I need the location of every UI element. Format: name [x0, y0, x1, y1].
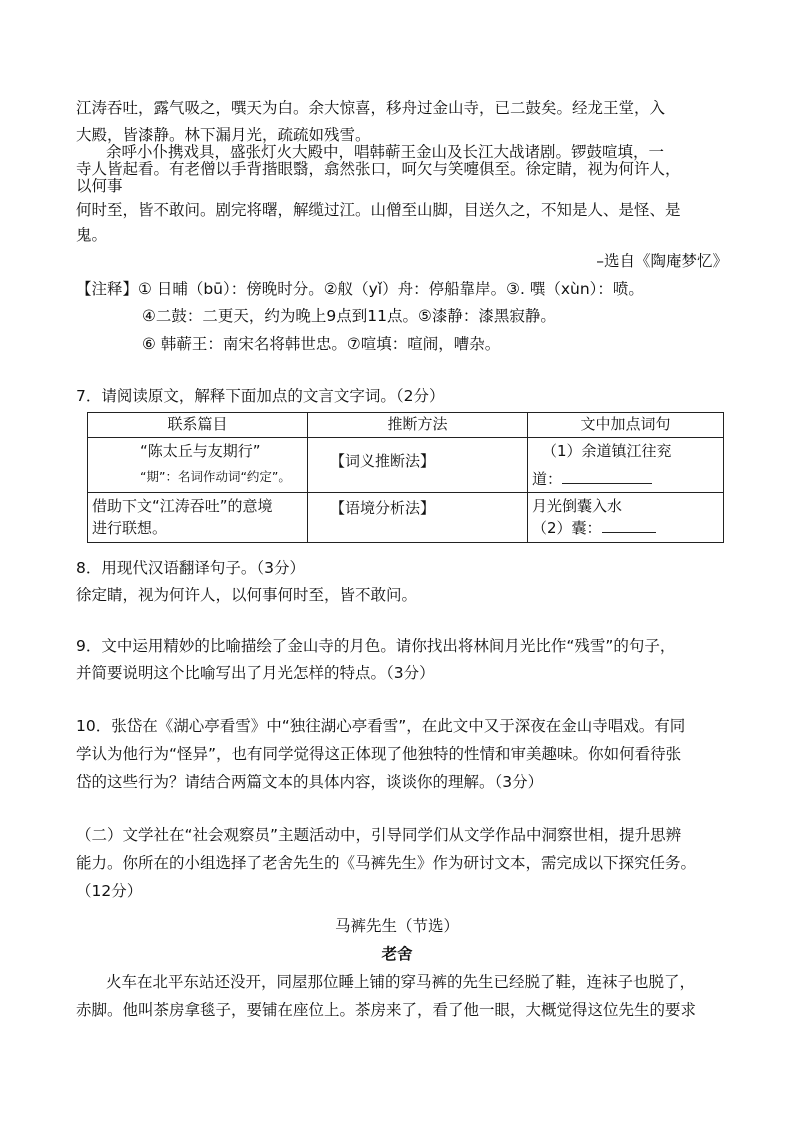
question-8: 8．用现代汉语翻译句子。（3分） [76, 559, 305, 577]
question-9-line-1: 9．文中运用精妙的比喻描绘了金山寺的月色。请你找出将林间月光比作“残雪”的句子， [76, 637, 676, 655]
table-header: 推断方法 [308, 413, 528, 438]
row1-answer [532, 468, 721, 490]
row1-phrase: （1）余道镇江往兖 [542, 442, 672, 460]
section-2-line-2: 能力。你所在的小组选择了老舍先生的《马裤先生》作为研讨文本，需完成以下探究任务。 [76, 854, 697, 872]
table-cell [88, 493, 308, 543]
row2-source-text-2: 进行联想。 [92, 519, 168, 537]
question-10-line-1: 10．张岱在《湖心亭看雪》中“独往湖心亭看雪”，在此文中又于深夜在金山寺唱戏。有同 [76, 717, 686, 735]
table-header: 联系篇目 [88, 413, 308, 438]
question-8-sentence: 徐定睛，视为何许人，以何事何时至，皆不敢问。 [76, 586, 418, 604]
table-header: 文中加点词句 [528, 413, 724, 438]
row1-source-note: “期”：名词作动词“约定”。 [140, 469, 291, 484]
question-10-line-2: 学认为他行为“怪异”，也有同学觉得这正体现了他独特的性情和审美趣味。你如何看待张 [76, 745, 682, 763]
question-9-line-2: 并简要说明这个比喻写出了月光怎样的特点。（3分） [76, 664, 435, 682]
table-cell [528, 438, 724, 493]
table-cell [88, 438, 308, 493]
table-header-row [88, 413, 724, 438]
passage-line-6: 何时至，皆不敢问。剧完将曙，解缆过江。山僧至山脚，目送久之，不知是人、是怪、是 [76, 201, 681, 219]
section-2-line-3: （12分） [76, 882, 143, 900]
question-7: 7．请阅读原文，解释下面加点的文言文字词。（2分） [76, 387, 445, 405]
section-2-line-1: （二）文学社在“社会观察员”主题活动中，引导同学们从文学作品中洞察世相，提升思辨 [76, 826, 682, 844]
story-author: 老舍 [381, 945, 413, 963]
row2-source-text: 借助下文“江涛吞吐”的意境 [92, 497, 273, 515]
story-line-1: 火车在北平东站还没开，同屋那位睡上铺的穿马裤的先生已经脱了鞋，连袜子也脱了， [106, 973, 696, 991]
q7-table [87, 412, 724, 543]
row2-answer-label: （2）囊： [532, 519, 602, 537]
notes-line-3: ⑥ 韩蕲王：南宋名将韩世忠。⑦喧填：喧闹，嘈杂。 [142, 335, 501, 353]
notes-line-1: 【注释】① 日晡（bū）：傍晚时分。②舣（yǐ）舟：停船靠岸。③. 噀（xùn）：喷。 [76, 280, 644, 298]
row1-answer-label: 道： [532, 470, 563, 488]
passage-line-3: 余呼小仆携戏具，盛张灯火大殿中，唱韩蕲王金山及长江大战诸剧。锣鼓喧填，一 [106, 143, 665, 161]
row2-answer [532, 517, 721, 539]
passage-line-7: 鬼。 [76, 226, 108, 244]
row1-source-text: “陈太丘与友期行” [140, 442, 261, 460]
row1-method: 【词义推断法】 [330, 452, 436, 470]
notes-line-2: ④二鼓：二更天，约为晚上9点到11点。⑤漆静：漆黑寂静。 [142, 307, 556, 325]
passage-line-4: 寺人皆起看。有老僧以手背揩眼翳，翕然张口，呵欠与笑嚏俱至。徐定睛，视为何许人， [76, 160, 681, 178]
table-cell [528, 493, 724, 543]
story-title: 马裤先生（节选） [334, 917, 459, 935]
answer-blank-2[interactable] [602, 518, 656, 533]
question-10-line-3: 岱的这些行为？请结合两篇文本的具体内容，谈谈你的理解。（3分） [76, 773, 544, 791]
table-cell [308, 493, 528, 543]
table-cell [308, 438, 528, 493]
answer-blank-1[interactable] [562, 469, 652, 484]
passage-line-1: 江涛吞吐，露气吸之，噀天为白。余大惊喜，移舟过金山寺，已二鼓矣。经龙王堂，入 [76, 99, 666, 117]
passage-source: –选自《陶庵梦忆》 [596, 252, 728, 270]
row2-phrase: 月光倒囊入水 [532, 497, 623, 515]
passage-line-2: 大殿，皆漆静。林下漏月光，疏疏如残雪。 [76, 126, 371, 144]
row2-method: 【语境分析法】 [330, 499, 436, 517]
passage-line-5: 以何事 [76, 177, 123, 195]
story-line-2: 赤脚。他叫茶房拿毯子，要铺在座位上。茶房来了，看了他一眼，大概觉得这位先生的要求 [76, 1001, 697, 1019]
table-row [88, 493, 724, 543]
table-row [88, 438, 724, 493]
